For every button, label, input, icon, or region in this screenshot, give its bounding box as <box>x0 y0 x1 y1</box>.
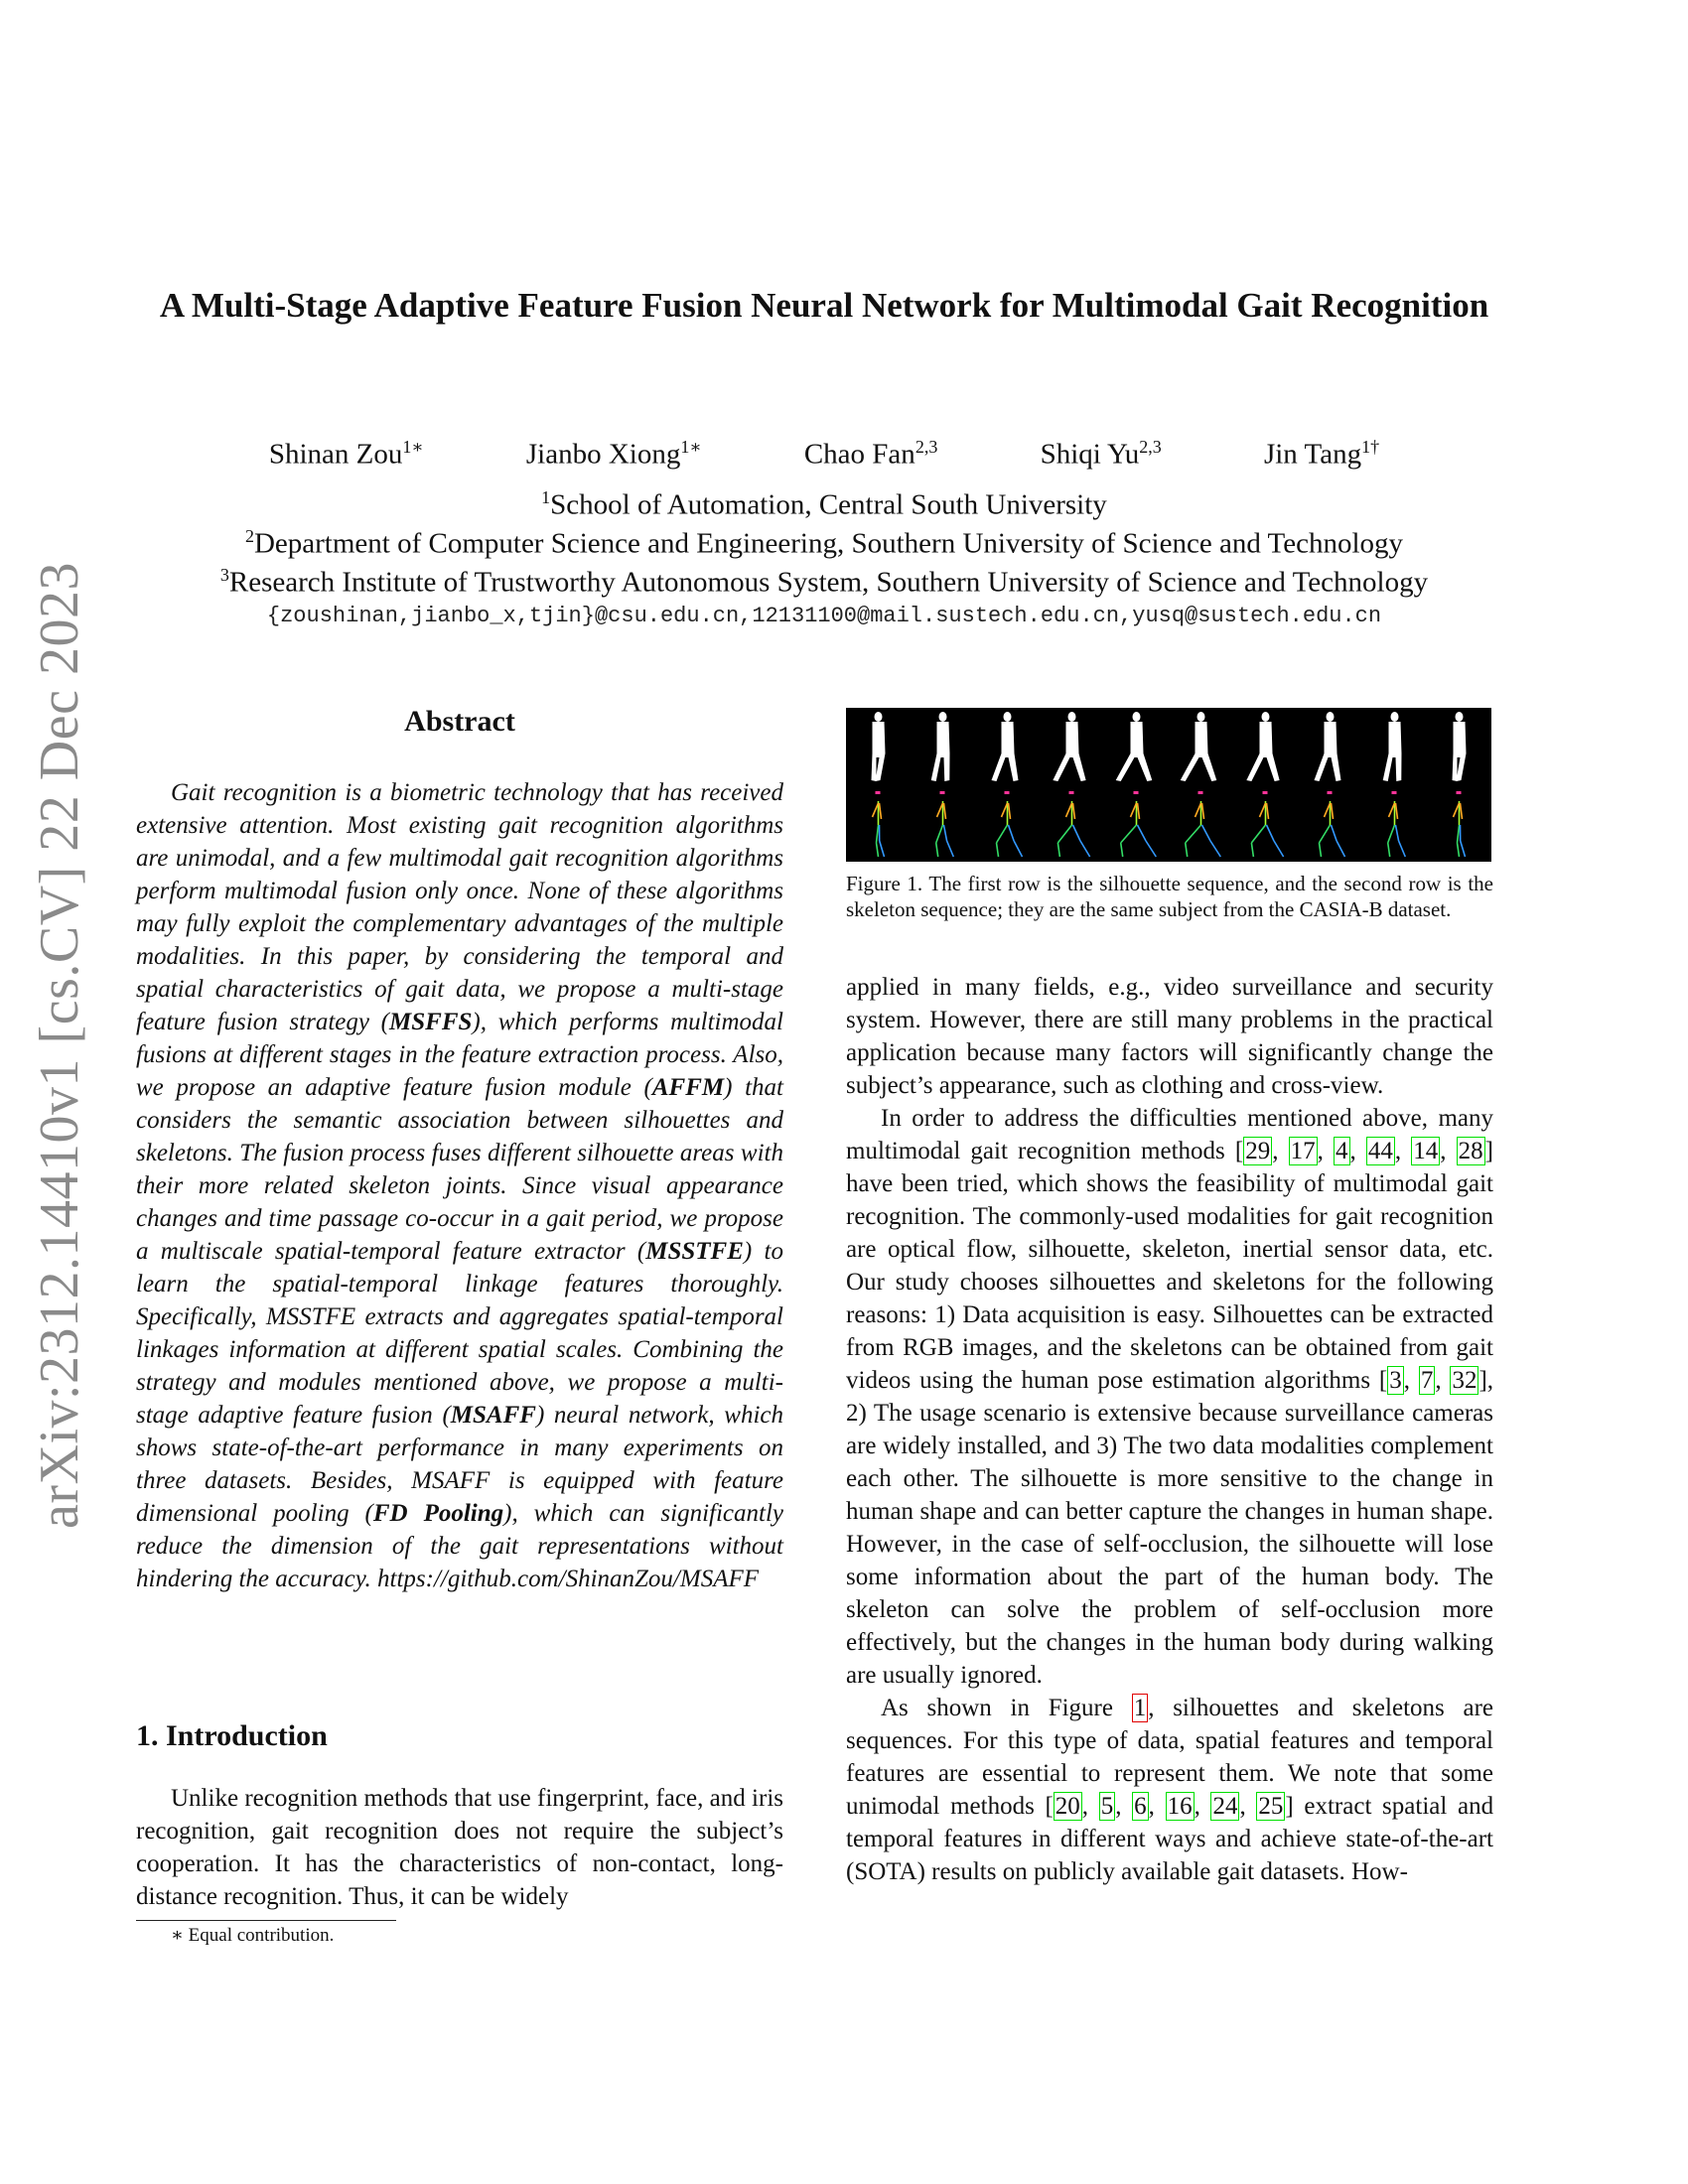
affiliation-sup: 2 <box>244 526 254 546</box>
paper-title: A Multi-Stage Adaptive Feature Fusion Neural Network for Multimodal Gait Recognition <box>159 286 1489 325</box>
citation-separator: , <box>1349 1138 1366 1164</box>
abstract-text: ) that considers the semantic association between silhouettes and skeletons. The fusion process fuses different silhouette areas with their more related skeleton joints. Since visual appearance changes and time passage co-occur in a gait period, we propose a multiscale spatial-temporal feature extractor ( <box>136 1074 783 1265</box>
figure-reference-link[interactable]: 1 <box>1133 1695 1147 1721</box>
silhouette-frame <box>1053 712 1085 781</box>
abstract-term-msstfe: MSSTFE <box>645 1238 744 1265</box>
citation-separator: , <box>1440 1138 1457 1164</box>
citation-group <box>1387 1366 1478 1395</box>
silhouette-frame <box>1383 712 1402 781</box>
affiliation <box>60 555 1589 603</box>
citation-group <box>1054 1792 1286 1821</box>
paragraph <box>846 1692 1493 1888</box>
citation-separator: , <box>1148 1793 1166 1820</box>
author <box>804 437 937 472</box>
silhouette-frame <box>872 712 886 781</box>
abstract-text: ), which can significantly reduce the dimension of the gait representations without hindering the accuracy. <box>136 1500 784 1592</box>
affiliation-text: Research Institute of Trustworthy Autonomous System, Southern University of Science and Technology <box>228 566 1429 599</box>
author-emails: {zoushinan,jianbo_x,tjin}@csu.edu.cn,12131100@mail.sustech.edu.cn,yusq@sustech.edu.cn <box>266 604 1382 628</box>
abstract-body <box>136 776 783 1595</box>
skeleton-frame <box>1251 791 1283 857</box>
silhouette-frame <box>1181 712 1217 781</box>
citation-link[interactable]: 17 <box>1290 1138 1316 1164</box>
silhouette-frame <box>992 712 1019 781</box>
citation-separator: , <box>1435 1367 1451 1394</box>
silhouette-frame <box>1116 712 1153 781</box>
affiliation-sup: 3 <box>219 565 229 585</box>
introduction-heading: 1. Introduction <box>136 1719 328 1752</box>
citation-separator: , <box>1317 1138 1334 1164</box>
citation-link[interactable]: 32 <box>1452 1367 1477 1394</box>
abstract-text: ), which performs multimodal fusions at different stages in the feature extraction process. Also, we propose an adaptive feature fusion module ( <box>136 1009 784 1101</box>
citation-separator: , <box>1403 1367 1419 1394</box>
citation-link[interactable]: 25 <box>1258 1793 1284 1820</box>
citation-link[interactable]: 4 <box>1336 1138 1348 1164</box>
citation-separator: , <box>1115 1793 1133 1820</box>
skeleton-frame <box>936 791 954 857</box>
footnote: ∗ Equal contribution. <box>171 1925 335 1946</box>
citation-link[interactable]: 16 <box>1167 1793 1193 1820</box>
author-name: Shiqi Yu <box>1040 438 1140 471</box>
citation-separator: , <box>1081 1793 1099 1820</box>
author-name: Jianbo Xiong <box>525 438 681 471</box>
skeleton-frame <box>1320 791 1345 857</box>
abstract-term-msffs: MSFFS <box>389 1009 473 1035</box>
author-list <box>139 437 1509 472</box>
introduction-right-body <box>846 971 1493 1888</box>
author-name: Shinan Zou <box>268 438 403 471</box>
silhouette-frame <box>931 712 950 781</box>
citation-link[interactable]: 7 <box>1420 1367 1434 1394</box>
citation-link[interactable]: 6 <box>1134 1793 1147 1820</box>
text: As shown in Figure <box>881 1695 1132 1721</box>
citation-link[interactable]: 20 <box>1055 1793 1080 1820</box>
abstract-term-msaff: MSAFF <box>450 1402 536 1429</box>
author <box>526 437 702 472</box>
affiliation-text: School of Automation, Central South University <box>550 488 1107 521</box>
author-sup: 2,3 <box>914 437 938 457</box>
footnote-rule <box>136 1920 396 1921</box>
introduction-left-body <box>136 1782 783 1913</box>
abstract-text: Gait recognition is a biometric technology that has received extensive attention. Most existing gait recognition algorithms are unimodal, and a few multimodal gait recognition algorithms perform multimodal fusion only once. None of these algorithms may fully exploit the complementary advantages of the multiple modalities. In this paper, by considering the temporal and spatial characteristics of gait data, we propose a multi-stage feature fusion strategy ( <box>136 779 783 1035</box>
paragraph: applied in many fields, e.g., video surveillance and security system. However, there are still many problems in the practical application because many factors will significantly change the subject’s appearance, such as clothing and cross-view. <box>846 974 1493 1099</box>
citation-link[interactable]: 29 <box>1245 1138 1271 1164</box>
citation-group <box>1243 1137 1484 1165</box>
paragraph <box>846 1102 1493 1692</box>
text: ] extract spatial and temporal features in different ways and achieve state-of-the-art (SOTA) results on publicly available gait datasets. How- <box>846 1793 1494 1885</box>
abstract-text: ) neural network, which shows state-of-the-art performance in many experiments on three datasets. Besides, MSAFF is equipped with feature dimensional pooling ( <box>136 1402 784 1527</box>
author-sup: 1† <box>1361 437 1380 457</box>
abstract-paragraph <box>136 776 783 1595</box>
citation-link[interactable]: 5 <box>1100 1793 1114 1820</box>
author-sup: 1∗ <box>680 437 702 457</box>
skeleton-frame <box>997 791 1023 857</box>
citation-link[interactable]: 14 <box>1413 1138 1439 1164</box>
text: ] have been tried, which shows the feasibility of multimodal gait recognition. The commonly-used modalities for gait recognition are optical flow, silhouette, skeleton, inertial sensor data, etc. Our study chooses silhouettes and skeletons for the following reasons: 1) Data acquisition is easy. Silhouettes can be extracted from RGB images, and the skeletons can be obtained from gait videos using the human pose estimation algorithms [ <box>846 1138 1493 1394</box>
silhouette-frame <box>1246 712 1279 781</box>
figure-1-caption: Figure 1. The first row is the silhouette sequence, and the second row is the skeleton sequence; they are the same subject from the CASIA-B dataset. <box>846 872 1493 921</box>
skeleton-frame <box>1388 791 1406 857</box>
skeleton-frame <box>1057 791 1089 857</box>
author-sup: 2,3 <box>1139 437 1162 457</box>
affiliation-sup: 1 <box>541 487 551 507</box>
skeleton-frame <box>873 791 885 857</box>
text: , silhouettes and skeletons are sequences. For this type of data, spatial features and temporal features are essential to represent them. We note that some unimodal methods [ <box>846 1695 1493 1820</box>
text: ], 2) The usage scenario is extensive because surveillance cameras are widely installed, and 3) The two data modalities complement each other. The silhouette is more sensitive to the change in human shape and can better capture the changes in human shape. However, in the case of self-occlusion, the silhouette will lose some information about the part of the human body. The skeleton can solve the problem of self-occlusion more effectively, but the changes in the human body during walking are usually ignored. <box>846 1367 1494 1689</box>
abstract-heading: Abstract <box>404 705 515 738</box>
author <box>1264 437 1379 472</box>
affiliation-text: Department of Computer Science and Engineering, Southern University of Science and Technology <box>253 527 1404 560</box>
github-link[interactable]: https://github.com/ShinanZou/MSAFF <box>377 1566 760 1592</box>
author-name: Jin Tang <box>1263 438 1362 471</box>
author-name: Chao Fan <box>803 438 915 471</box>
author <box>1041 437 1162 472</box>
citation-link[interactable]: 3 <box>1389 1367 1402 1394</box>
author <box>269 437 424 472</box>
abstract-term-affm: AFFM <box>651 1074 725 1101</box>
citation-link[interactable]: 28 <box>1458 1138 1483 1164</box>
citation-separator: , <box>1239 1793 1257 1820</box>
citation-link[interactable]: 24 <box>1212 1793 1238 1820</box>
citation-separator: , <box>1272 1138 1289 1164</box>
silhouette-frame <box>1315 712 1341 781</box>
silhouette-frame <box>1453 712 1467 781</box>
citation-separator: , <box>1194 1793 1211 1820</box>
paragraph: Unlike recognition methods that use fingerprint, face, and iris recognition, gait recognition does not require the subject’s cooperation. It has the characteristics of non-contact, long-distance recognition. Thus, it can be widely <box>136 1785 783 1910</box>
arxiv-stamp: arXiv:2312.14410v1 [cs.CV] 22 Dec 2023 <box>29 562 90 1529</box>
abstract-term-fd-pooling: FD Pooling <box>372 1500 504 1527</box>
gait-sequence-graphic <box>846 708 1491 862</box>
text: In order to address the difficulties mentioned above, many multimodal gait recognition methods [ <box>846 1105 1493 1164</box>
citation-link[interactable]: 44 <box>1367 1138 1393 1164</box>
citation-separator: , <box>1394 1138 1412 1164</box>
abstract-text: ) to learn the spatial-temporal linkage features thoroughly. Specifically, MSSTFE extracts and aggregates spatial-temporal linkages information at different spatial scales. Combining the strategy and modules mentioned above, we propose a multi-stage adaptive feature fusion ( <box>136 1238 783 1429</box>
skeleton-frame <box>1186 791 1221 857</box>
skeleton-frame <box>1121 791 1157 857</box>
figure-1-image <box>846 708 1491 862</box>
skeleton-frame <box>1454 791 1466 857</box>
author-sup: 1∗ <box>402 437 424 457</box>
